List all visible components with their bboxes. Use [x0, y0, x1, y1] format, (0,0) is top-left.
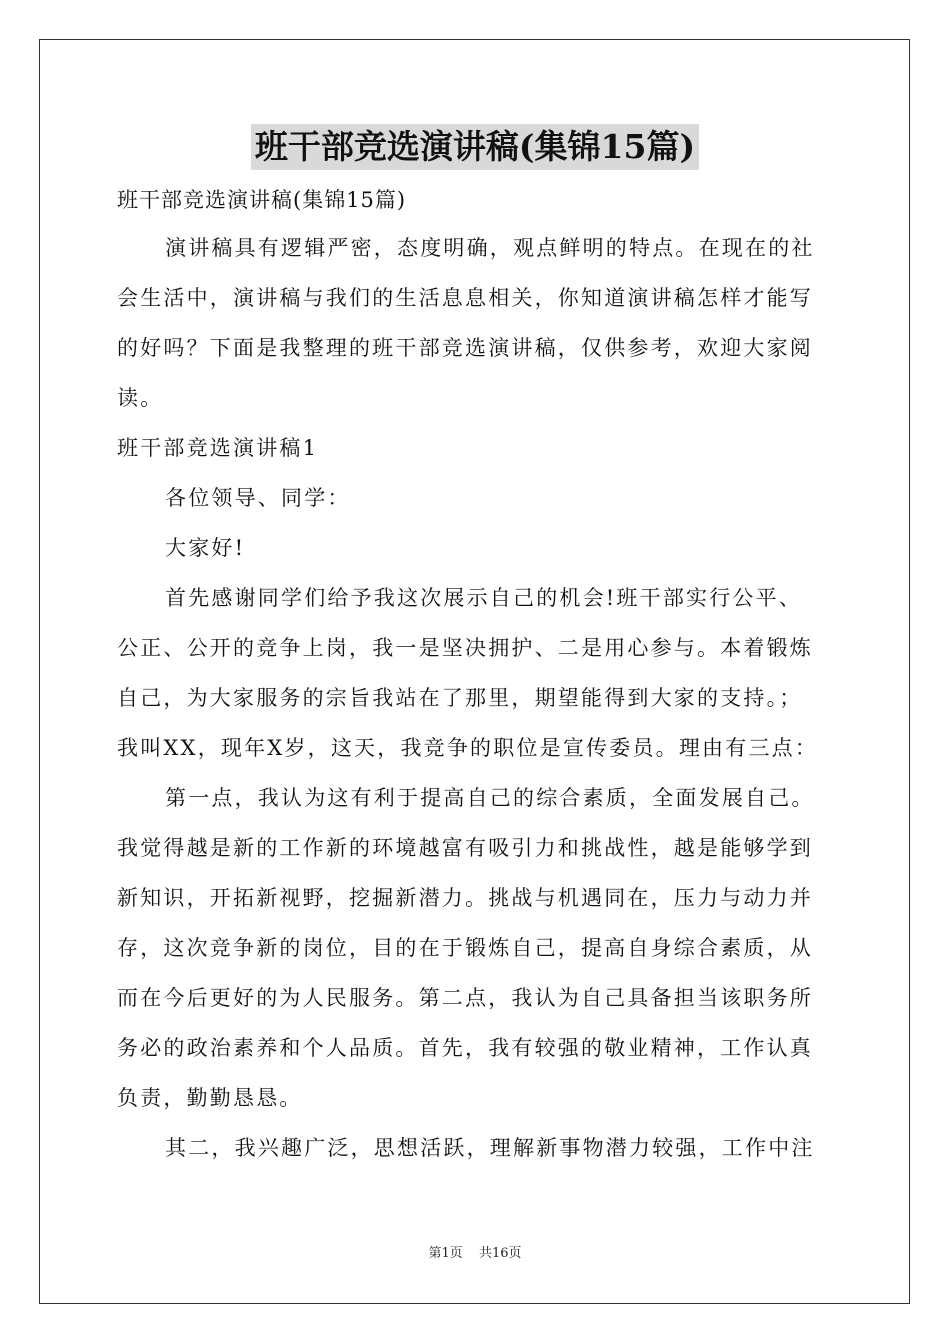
- document-subtitle: 班干部竞选演讲稿(集锦15篇): [117, 188, 407, 212]
- body-line: 负责，勤勤恳恳。: [117, 1086, 303, 1110]
- body-line: 自己，为大家服务的宗旨我站在了那里，期望能得到大家的支持。；: [117, 686, 803, 710]
- body-line: 首先感谢同学们给予我这次展示自己的机会!班干部实行公平、: [165, 586, 803, 610]
- page-total: 共16页: [478, 1246, 522, 1261]
- body-line: 其二，我兴趣广泛，思想活跃，理解新事物潜力较强，工作中注: [165, 1136, 815, 1160]
- body-line: 存，这次竞争新的岗位，目的在于锻炼自己，提高自身综合素质，从: [117, 936, 813, 960]
- intro-line: 的好吗？下面是我整理的班干部竞选演讲稿，仅供参考，欢迎大家阅: [117, 336, 813, 360]
- document-body: [117, 178, 837, 1173]
- intro-line: 会生活中，演讲稿与我们的生活息息相关，你知道演讲稿怎样才能写: [117, 286, 813, 310]
- body-line: 公正、公开的竞争上岗，我一是坚决拥护、二是用心参与。本着锻炼: [117, 636, 813, 660]
- intro-line: 读。: [117, 386, 164, 410]
- greeting-line: 各位领导、同学：: [165, 486, 351, 510]
- body-line: 新知识，开拓新视野，挖掘新潜力。挑战与机遇同在，压力与动力并: [117, 886, 813, 910]
- document-title: 班干部竞选演讲稿(集锦15篇): [251, 124, 699, 170]
- body-line: 第一点，我认为这有利于提高自己的综合素质，全面发展自己。: [165, 786, 815, 810]
- page-number: 第1页: [428, 1246, 463, 1261]
- intro-line: 演讲稿具有逻辑严密，态度明确，观点鲜明的特点。在现在的社: [165, 236, 815, 260]
- title-container: [0, 124, 950, 170]
- body-line: 我觉得越是新的工作新的环境越富有吸引力和挑战性，越是能够学到: [117, 836, 813, 860]
- section-heading: 班干部竞选演讲稿1: [117, 436, 319, 460]
- body-line: 而在今后更好的为人民服务。第二点，我认为自己具备担当该职务所: [117, 986, 813, 1010]
- body-line: 我叫XX，现年X岁，这天，我竞争的职位是宣传委员。理由有三点：: [117, 736, 819, 760]
- hello-line: 大家好!: [165, 536, 246, 560]
- page-footer: [0, 1244, 950, 1264]
- body-line: 务必的政治素养和个人品质。首先，我有较强的敬业精神，工作认真: [117, 1036, 813, 1060]
